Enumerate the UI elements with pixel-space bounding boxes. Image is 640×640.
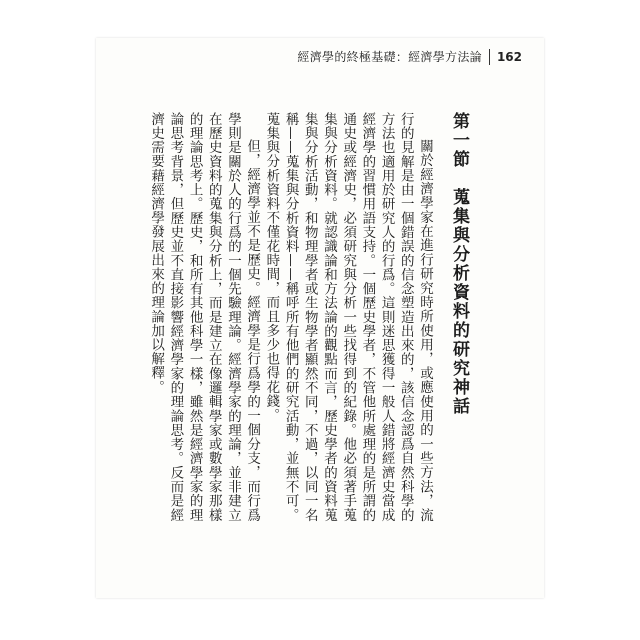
header-divider <box>489 49 490 65</box>
running-title: 經濟學的終極基礎：經濟學方法論 <box>297 50 482 64</box>
section-title: 第一節 蒐集與分析資料的研究神話 <box>449 112 469 416</box>
running-header <box>297 48 522 65</box>
paragraph-2: 但，經濟學並不是歷史。經濟學是行爲學的一個分支，而行爲學則是關於人的行爲的一個先驗理論。經濟學家的理論，並非建立在歷史資料的蒐集與分析上，而是建立在像邏輯學家或數學家那樣的理論思考上。歷史，和所有其他科學一樣，雖然是經濟學家的理論思考背景，但歷史並不直接影響經濟學家的理論思考。反而是經濟史需要藉經濟學發展出來的理論加以解釋。 <box>148 112 261 522</box>
page-number: 162 <box>496 49 522 64</box>
vertical-text-block <box>146 112 470 522</box>
paragraph-1: 關於經濟學家在進行研究時所使用，或應使用的一些方法，流行的見解是由一個錯誤的信念塑造出來的，該信念認爲自然科學的方法也適用於研究人的行爲。這則迷思獲得一般人錯將經濟史當成經濟學的習慣用語支持。一個歷史學者，不管他所處理的是所謂的通史或經濟史，必須研究與分析一些找得到的紀錄。他必須著手蒐集與分析資料。就認識論和方法論的觀點而言，歷史學者的資料蒐集與分析活動，和物理學者或生物學者顯然不同，不過，以同一名稱——蒐集與分析資料——稱呼所有他們的研究活動，並無不可。蒐集與分析資料不僅花時間，而且多少也得花錢。 <box>263 112 433 522</box>
